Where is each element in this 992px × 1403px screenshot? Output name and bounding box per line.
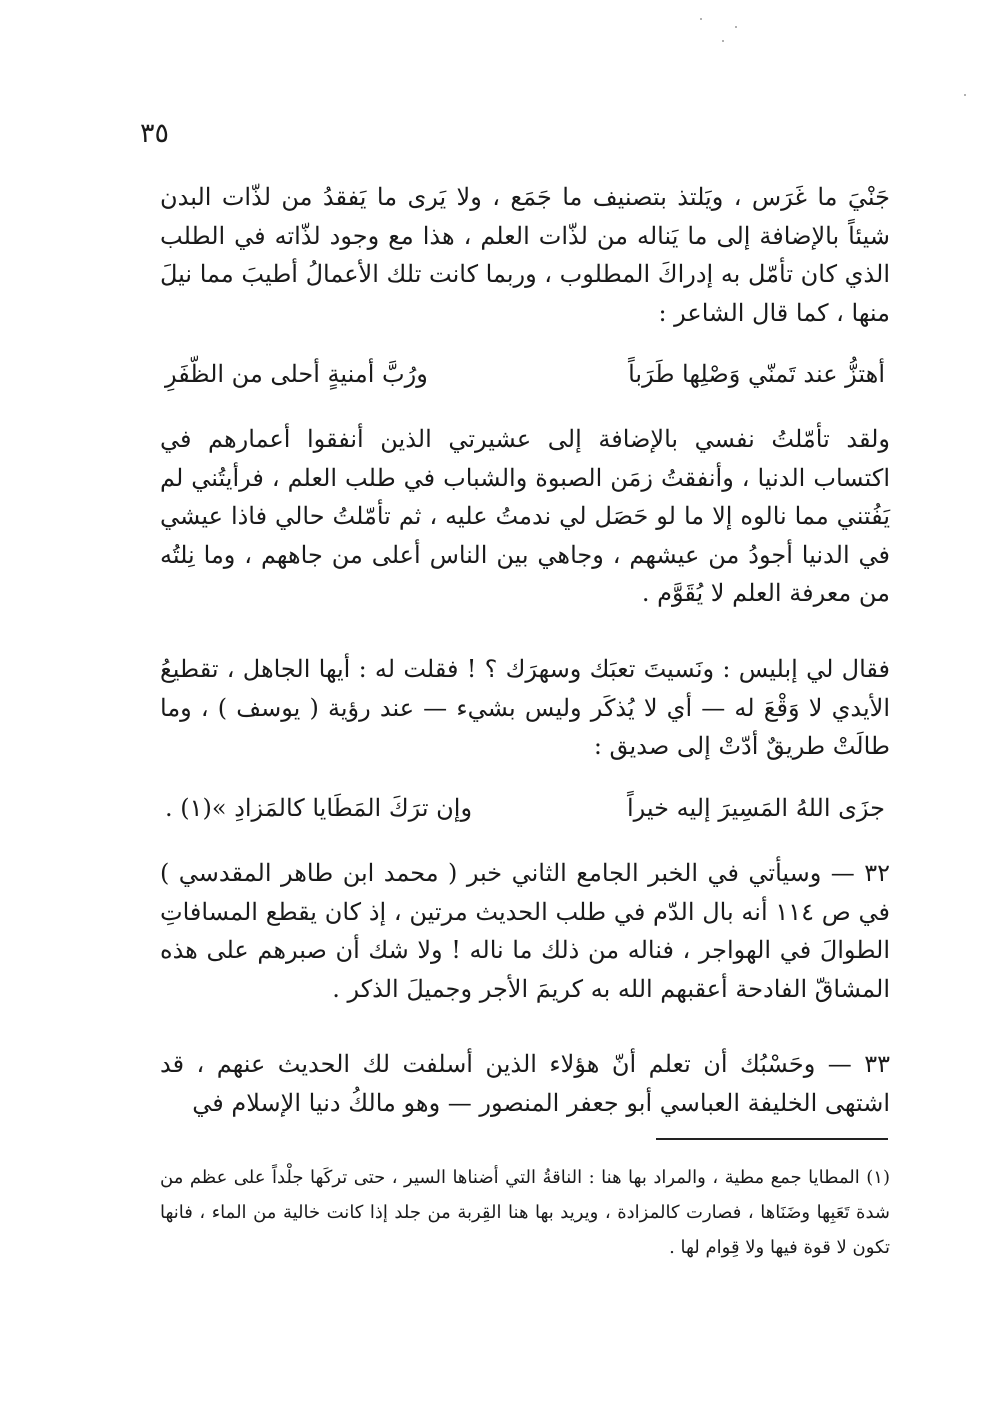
- footnote-1: (١) المطايا جمع مطية ، والمراد بها هنا : الناقةُ التي أضناها السير ، حتى تركَها جلْداً على عظم من شدة تَعَبِها وضَنَاها ، فصارت كالمزادة ، ويريد بها هنا القِربة من جلد إذا كانت خالية من الماء ، فانها تكون لا قوة فيها ولا قِوام لها .: [160, 1167, 890, 1258]
- scan-speck: [964, 94, 966, 96]
- page-number: ٣٥: [140, 118, 170, 149]
- scan-speck: [722, 40, 724, 42]
- verse-2-second-hemistich: وإن ترَكَ المَطَايا كالمَزادِ »(١) .: [165, 794, 473, 822]
- verse-1-first-hemistich: أهتزُّ عند تَمنّي وَصْلِها طَرَباً: [628, 360, 885, 388]
- verse-2: [165, 794, 885, 822]
- paragraph-3: فقال لي إبليس : ونَسيتَ تعبَك وسهرَك ؟ ! فقلت له : أيها الجاهل ، تقطيعُ الأيدي لا وَقْعَ له — أي لا يُذكَر وليس بشيء — عند رؤية ( يوسف ) ، وما طالَتْ طريقٌ أدّتْ إلى صديق :: [160, 655, 890, 760]
- paragraph-1: جَنْيَ ما غَرَس ، ويَلتذ بتصنيف ما جَمَع ، ولا يَرى ما يَفقدُ من لذّات البدن شيئاً بالإضافة إلى ما يَناله من لذّات العلم ، هذا مع وجود لذّاته في الطلب الذي كان تأمّل به إدراكَ المطلوب ، وربما كانت تلك الأعمالُ أطيبَ مما نيلَ منها ، كما قال الشاعر :: [160, 183, 890, 327]
- paragraph-4: ٣٢ — وسيأتي في الخبر الجامع الثاني خبر ( محمد ابن طاهر المقدسي ) في ص ١١٤ أنه بال الدّم في طلب الحديث مرتين ، إذ كان يقطع المسافاتِ الطوالَ في الهواجر ، فناله من ذلك ما ناله ! ولا شك أن صبرهم على هذه المشاقّ الفادحة أعقبهم الله به كريمَ الأجر وجميلَ الذكر .: [160, 859, 891, 1003]
- verse-1-second-hemistich: ورُبَّ أمنيةٍ أحلى من الظّفَرِ: [165, 360, 428, 388]
- scan-speck: [735, 26, 737, 28]
- scan-speck: [700, 18, 702, 20]
- paragraph-5: ٣٣ — وحَسْبُك أن تعلم أنّ هؤلاء الذين أسلفت لك الحديث عنهم ، قد اشتهى الخليفة العباسي أبو جعفر المنصور — وهو مالكُ دنيا الإسلام في: [160, 1050, 890, 1117]
- verse-1: [165, 360, 885, 388]
- footnote-separator: [656, 1138, 888, 1140]
- paragraph-2: ولقد تأمّلتُ نفسي بالإضافة إلى عشيرتي الذين أنفقوا أعمارهم في اكتساب الدنيا ، وأنفقتُ زمَن الصبوة والشباب في طلب العلم ، فرأيتُني لم يَفُتني مما نالوه إلا ما لو حَصَل لي ندمتُ عليه ، ثم تأمّلتُ حالي فاذا عيشي في الدنيا أجودُ من عيشهم ، وجاهي بين الناس أعلى من جاههم ، وما نِلتُه من معرفة العلم لا يُقَوَّم .: [160, 425, 891, 607]
- verse-2-first-hemistich: جزَى اللهُ المَسِيرَ إليه خيراً: [627, 794, 885, 822]
